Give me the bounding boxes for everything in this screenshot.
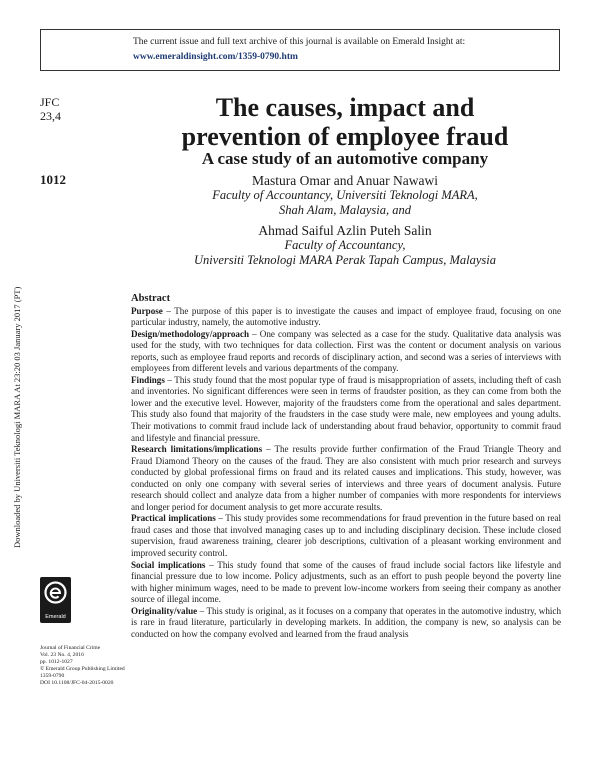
abstract-findings: [131, 375, 561, 444]
author-group-1: [130, 173, 560, 218]
journal-url-link[interactable]: www.emeraldinsight.com/1359-0790.htm: [133, 52, 298, 62]
title-line-1: The causes, impact and: [215, 93, 475, 122]
affiliation-1-line-2: Shah Alam, Malaysia, and: [278, 203, 412, 217]
author-names-2: Ahmad Saiful Azlin Puteh Salin: [258, 223, 432, 238]
journal-availability-notice: [40, 29, 560, 71]
originality-text: – This study is original, as it focuses on a company that operates in the automotive industry, which is rare in fraud literature, particularly in developing markets. In addition, the company is new, so analysis can be conducted on how the company evolved and learned from the fraud analysis: [131, 605, 561, 639]
citation-issn: 1359-0790: [40, 673, 65, 679]
emerald-logo: [40, 577, 71, 623]
abstract-research: [131, 444, 561, 513]
title-line-2: prevention of employee fraud: [181, 122, 509, 151]
originality-label: Originality/value: [131, 605, 198, 616]
affiliation-2-line-2: Universiti Teknologi MARA Perak Tapah Campus, Malaysia: [194, 253, 496, 267]
paper-title: [130, 93, 560, 151]
citation-pages: pp. 1012-1027: [40, 659, 73, 665]
emerald-logo-icon: [43, 580, 68, 605]
affiliation-2-line-1: Faculty of Accountancy,: [284, 238, 406, 252]
affiliation-1-line-1: Faculty of Accountancy, Universiti Teknologi MARA,: [212, 188, 478, 202]
design-label: Design/methodology/approach: [131, 328, 250, 339]
paper-subtitle: A case study of an automotive company: [201, 149, 489, 168]
journal-code: [40, 95, 61, 123]
citation-volume: Vol. 23 No. 4, 2016: [40, 652, 84, 658]
journal-abbrev: JFC: [40, 95, 60, 109]
citation-doi[interactable]: DOI 10.1108/JFC-04-2015-0020: [40, 680, 114, 686]
journal-volume: 23,4: [40, 109, 61, 123]
page-number: 1012: [40, 172, 66, 187]
social-text: – This study found that some of the causes of fraud include social factors like lifestyle and financial pressure due to low income. Policy adjustments, such as an effort to push people beyond the poverty line with higher minimum wages, need to be made to prevent low-income workers from seeing their company as another source of illegal income.: [131, 559, 561, 605]
purpose-label: Purpose: [131, 305, 163, 316]
abstract-purpose: [131, 306, 561, 329]
findings-label: Findings: [131, 374, 165, 385]
purpose-text: – The purpose of this paper is to investigate the causes and impact of employee fraud, focusing on one particular industry, namely, the automotive industry.: [131, 305, 561, 328]
abstract-design: [131, 329, 561, 375]
abstract-social: [131, 560, 561, 606]
download-side-note: [9, 248, 29, 548]
social-label: Social implications: [131, 559, 206, 570]
design-text: – One company was selected as a case for the study. Qualitative data analysis was used for the study, with two techniques for data collection. First was the content or document analysis on various reports, such as employee fraud reports and records of disciplinary action, and second was a series of interviews with employees from different levels and various departments of the company.: [131, 328, 561, 374]
abstract: [131, 293, 561, 640]
abstract-practical: [131, 513, 561, 559]
notice-text: The current issue and full text archive of this journal is available on Emerald Insight at:: [133, 37, 466, 47]
citation-copyright: © Emerald Group Publishing Limited: [40, 666, 125, 672]
abstract-originality: [131, 606, 561, 641]
research-label: Research limitations/implications: [131, 444, 263, 455]
citation-journal: Journal of Financial Crime: [40, 645, 101, 651]
emerald-logo-text: Emerald: [45, 614, 66, 620]
research-text: – The results provide further confirmation of the Fraud Triangle Theory and Fraud Diamond Theory on the causes of the fraud. They are also consistent with much prior research and surveys conducted by global professional firms on fraud and its related causes and implications. This study, however, was conducted on only one company with several series of interviews and three years of document analysis. Future research should collect and analyze data from a higher number of companies with more respondents for interviews and longer period for document analysis to get more accurate results.: [131, 444, 561, 512]
author-names-1: Mastura Omar and Anuar Nawawi: [252, 173, 438, 188]
abstract-heading: Abstract: [131, 293, 171, 304]
practical-text: – This study provides some recommendations for fraud prevention in the future based on real fraud cases and those that involved managing cases up to and including disciplinary decision. These include closed supervision, fraud awareness training, clearer job descriptions, cultivation of a pleasant working environment and improved security control.: [131, 513, 561, 559]
practical-label: Practical implications: [131, 513, 216, 524]
findings-text: – This study found that the most popular type of fraud is misappropriation of assets, including theft of cash and inventories. No significant differences were seen in terms of fraudster position, as they can come from both the lower and the executive level. However, majority of the fraudsters come from the operational and sales department. This study also found that majority of the fraudsters in the case study were male, new employees and young adults. Their motivations to commit fraud include lack of understanding about fraud behavior, opportunity to commit fraud and lifestyle and financial pressure.: [131, 374, 561, 443]
author-group-2: [130, 223, 560, 268]
journal-citation: [40, 645, 125, 687]
download-side-note-text: Downloaded by Universiti Teknologi MARA At 23:20 03 January 2017 (PT): [12, 286, 22, 548]
